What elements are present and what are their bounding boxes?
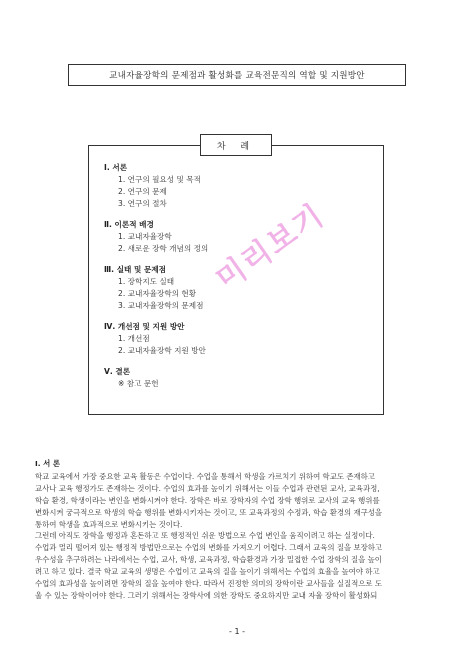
body-line: 울 수 있는 장학이어야 한다. 그러기 위해서는 장학사에 의한 장학도 중요하지만 교내 자율 장학이 활성화되 [35, 590, 378, 600]
body-line: 그런데 아직도 장학을 행정과 혼돈하고 또 행정적인 쉬운 방법으로 수업 변인을 움직이려고 하는 실정이다. [35, 531, 375, 541]
body-section [35, 458, 445, 602]
toc-item: 1. 개선점 [118, 334, 150, 343]
toc-item: 1. 연구의 필요성 및 목적 [118, 175, 201, 184]
toc-section-title: Ⅲ. 실태 및 문제점 [104, 265, 167, 274]
document-title: 교내자율장학의 문제점과 활성화를 교육전문직의 역할 및 지원방안 [68, 64, 406, 86]
toc-section [104, 366, 374, 390]
page-number: - 1 - [229, 627, 245, 636]
toc-item: 2. 새로운 장학 개념의 정의 [118, 244, 209, 253]
toc-item: ※ 참고 문헌 [118, 379, 159, 388]
toc-heading: 차 례 [200, 134, 272, 156]
toc-section-title: Ⅱ. 이론적 배경 [104, 220, 154, 229]
body-line: 학습 환경, 학생이라는 변인을 변화시켜야 한다. 장학은 바로 장학자의 수업 장학 행위로 교사의 교육 행위를 [35, 495, 380, 505]
body-line: 학교 교육에서 가장 중요한 교육 활동은 수업이다. 수업을 통해서 학생을 가르치기 위하여 학교도 존재하고 [35, 472, 375, 481]
body-line: 수업의 효과성을 높이려면 장학의 질을 높여야 한다. 따라서 진정한 의미의 장학이란 교사들을 실질적으로 도 [35, 579, 383, 589]
toc-section-title: Ⅰ. 서론 [104, 163, 128, 172]
toc-item: 2. 교내자율장학 지원 방안 [118, 346, 206, 355]
toc-section-title: Ⅴ. 결론 [104, 367, 131, 376]
body-line: 변화시켜 궁극적으로 학생의 학습 행위를 변화시키자는 것이고, 또 교육과정의 수정과, 학습 환경의 재구성을 [35, 507, 383, 517]
preview-watermark: 미리보기 [209, 197, 332, 298]
body-line: 교사나 교육 행정가도 존재하는 것이다. 수업의 효과를 높이기 위해서는 이들 수업과 관련된 교사, 교육과정, [35, 483, 380, 493]
toc-item: 1. 장학지도 실태 [118, 277, 175, 286]
toc-item: 3. 연구의 절차 [118, 199, 167, 208]
body-line: 통하여 학생을 효과적으로 변화시키는 것이다. [35, 519, 183, 529]
toc-item: 3. 교내자율장학의 문제점 [118, 301, 204, 310]
toc-item: 2. 교내자율장학의 현황 [118, 289, 197, 298]
body-line: 려고 하고 있다. 결국 학교 교육의 생명은 수업이고 교육의 질을 높이기 위해서는 수업의 효율을 높여야 하고 [35, 567, 380, 577]
body-line: 우수성을 추구하려는 나라에서는 수업, 교사, 학생, 교육과정, 학습환경과 가장 밀접한 수업 장학의 질을 높이 [35, 555, 382, 565]
toc-item: 1. 교내자율장학 [118, 232, 172, 241]
body-line: 수업과 멀리 떨어져 있는 행정적 방법만으로는 수업의 변화를 가져오기 어렵다. 그래서 교육의 질을 보장하고 [35, 543, 383, 553]
toc-section-title: Ⅳ. 개선점 및 지원 방안 [104, 322, 185, 331]
body-heading: Ⅰ. 서 론 [35, 459, 60, 468]
toc-item: 2. 연구의 문제 [118, 187, 167, 196]
